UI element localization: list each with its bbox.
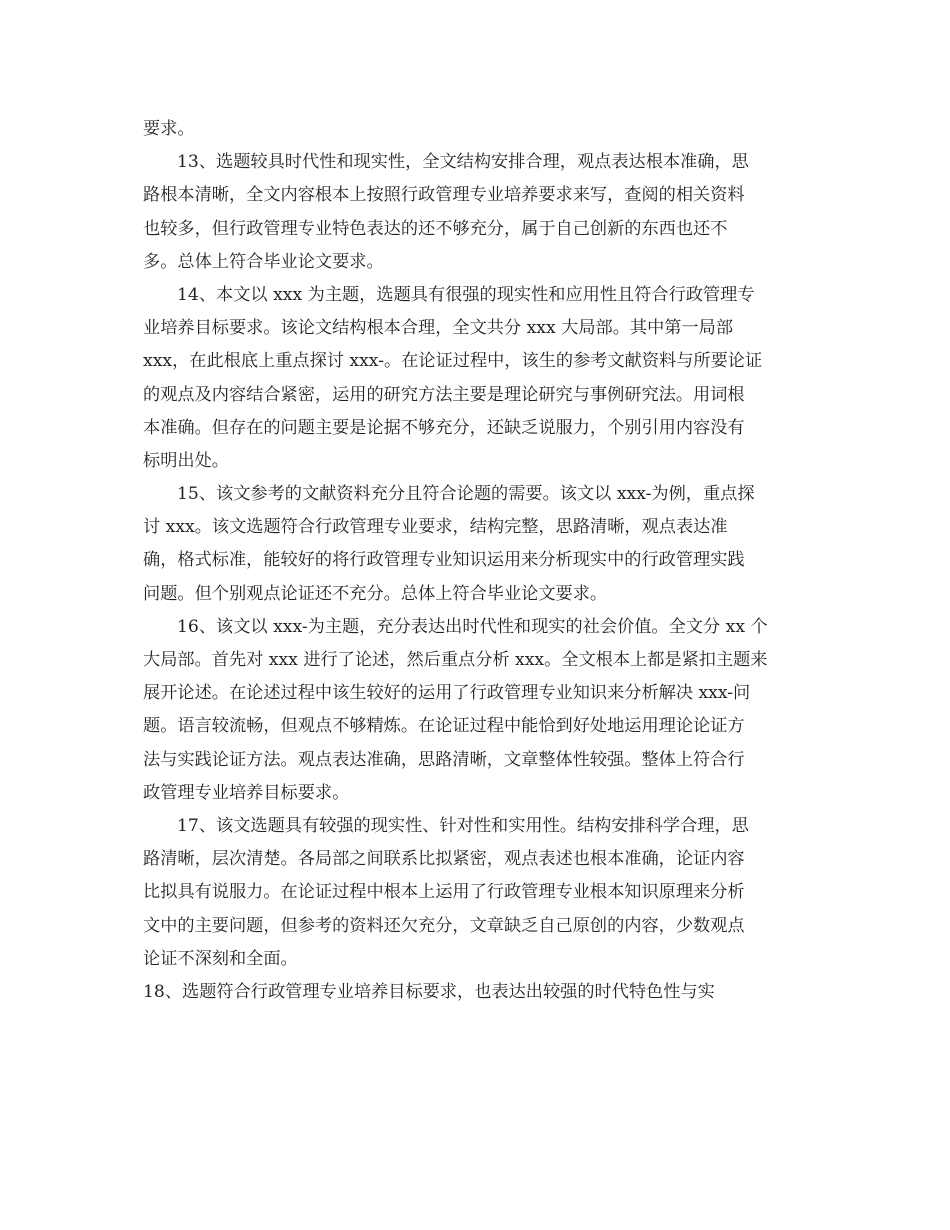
text-line: 要求。	[143, 119, 195, 139]
text-line: xxx，在此根底上重点探讨 xxx-。在论证过程中，该生的参考文献资料与所要论证	[143, 351, 763, 372]
text-line: 路根本清晰，全文内容根本上按照行政管理专业培养要求来写，查阅的相关资料	[143, 185, 745, 206]
text-line: 18、选题符合行政管理专业培养目标要求，也表达出较强的时代特色性与实	[143, 981, 715, 1002]
paragraph-16	[143, 611, 803, 810]
paragraph-14	[143, 279, 803, 478]
paragraph-13	[143, 146, 803, 279]
text-line: 16、该文以 xxx-为主题，充分表达出时代性和现实的社会价值。全文分 xx 个	[177, 616, 768, 637]
text-line: 多。总体上符合毕业论文要求。	[143, 251, 384, 272]
text-line: 确，格式标准，能较好的将行政管理专业知识运用来分析现实中的行政管理实践	[143, 550, 745, 571]
text-line: 业培养目标要求。该论文结构根本合理，全文共分 xxx 大局部。其中第一局部	[143, 318, 734, 339]
text-line: 文中的主要问题，但参考的资料还欠充分，文章缺乏自己原创的内容，少数观点	[143, 915, 745, 936]
text-line: 比拟具有说服力。在论证过程中根本上运用了行政管理专业根本知识原理来分析	[143, 882, 745, 903]
text-line: 法与实践论证方法。观点表达准确，思路清晰，文章整体性较强。整体上符合行	[143, 749, 745, 770]
document-body	[143, 113, 803, 1042]
paragraph-18	[143, 1009, 803, 1042]
text-line: 讨 xxx。该文选题符合行政管理专业要求，结构完整，思路清晰，观点表达准	[143, 517, 728, 538]
text-line: 13、选题较具时代性和现实性，全文结构安排合理，观点表达根本准确，思	[177, 152, 749, 173]
text-line: 也较多，但行政管理专业特色表达的还不够充分，属于自己创新的东西也还不	[143, 218, 728, 239]
text-line	[143, 1009, 803, 1042]
text-line: 政管理专业培养目标要求。	[143, 782, 350, 803]
text-line: 论证不深刻和全面。	[143, 948, 298, 969]
text-line: 路清晰，层次清楚。各局部之间联系比拟紧密，观点表述也根本准确，论证内容	[143, 849, 745, 870]
text-line: 的观点及内容结合紧密，运用的研究方法主要是理论研究与事例研究法。用词根	[143, 384, 745, 405]
text-line: 问题。但个别观点论证还不充分。总体上符合毕业论文要求。	[143, 583, 608, 604]
paragraph-15	[143, 478, 803, 611]
text-line: 17、该文选题具有较强的现实性、针对性和实用性。结构安排科学合理，思	[177, 815, 749, 836]
text-line: 展开论述。在论述过程中该生较好的运用了行政管理专业知识来分析解决 xxx-问	[143, 683, 751, 704]
text-line: 大局部。首先对 xxx 进行了论述，然后重点分析 xxx。全文根本上都是紧扣主题来	[143, 650, 768, 670]
paragraph-12-tail	[143, 113, 803, 146]
paragraph-17	[143, 810, 803, 1009]
text-line: 标明出处。	[143, 450, 229, 471]
text-line: 14、本文以 xxx 为主题，选题具有很强的现实性和应用性且符合行政管理专	[177, 284, 755, 305]
text-line: 15、该文参考的文献资料充分且符合论题的需要。该文以 xxx-为例，重点探	[177, 484, 755, 505]
text-line: 题。语言较流畅，但观点不够精炼。在论证过程中能恰到好处地运用理论论证方	[143, 716, 745, 737]
text-line: 本准确。但存在的问题主要是论据不够充分，还缺乏说服力，个别引用内容没有	[143, 417, 745, 438]
